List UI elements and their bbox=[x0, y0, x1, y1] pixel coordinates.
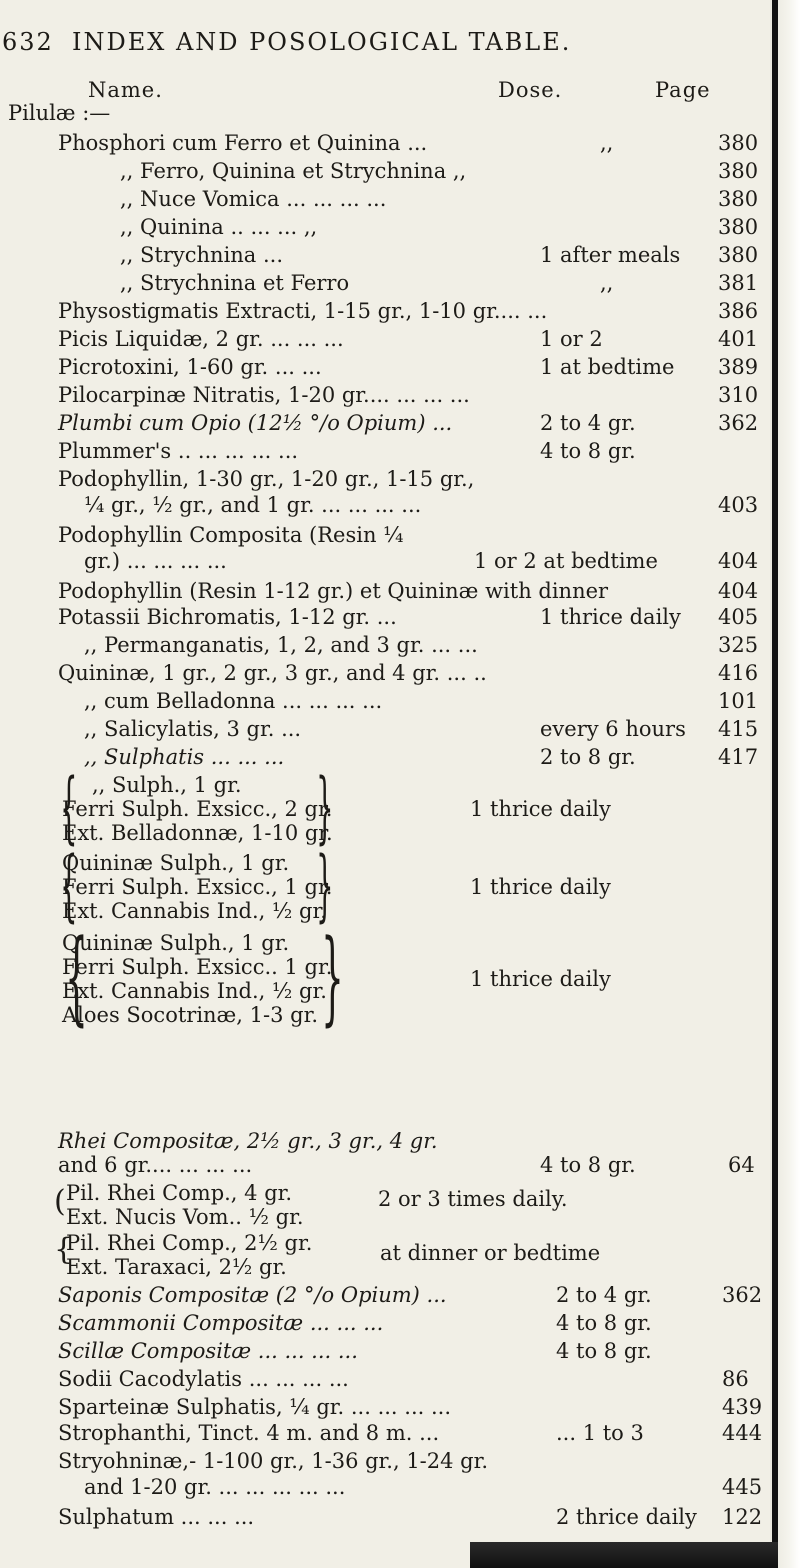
group-line: Quininæ Sulph., 1 gr. bbox=[62, 851, 290, 875]
entry-page: 325 bbox=[718, 633, 759, 657]
group-brace-right: } bbox=[316, 841, 334, 931]
entry-page: 381 bbox=[718, 271, 759, 295]
entry-name: Plummer's .. ... ... ... ... bbox=[58, 439, 299, 463]
entry-name: ,, Permanganatis, 1, 2, and 3 gr. ... ... bbox=[84, 633, 478, 657]
brace-pil2: { bbox=[54, 1232, 74, 1267]
entry-dose: every 6 hours bbox=[540, 717, 686, 741]
column-header-name: Name. bbox=[88, 78, 163, 102]
tail-entry-name: Scillæ Compositæ ... ... ... ... bbox=[58, 1339, 358, 1363]
group-line: ,, Sulph., 1 gr. bbox=[92, 773, 242, 797]
tail-entry-name: Sulphatum ... ... ... bbox=[58, 1505, 255, 1529]
entry-name: Phosphori cum Ferro et Quinina ... bbox=[58, 131, 428, 155]
entry-name: Physostigmatis Extracti, 1-15 gr., 1-10 gr.... ... bbox=[58, 299, 548, 323]
column-header-dose: Dose. bbox=[498, 78, 563, 102]
group-line: Ext. Belladonnæ, 1-10 gr. bbox=[62, 821, 333, 845]
entry-name: ,, Nuce Vomica ... ... ... ... bbox=[120, 187, 387, 211]
entry-page: 389 bbox=[718, 355, 759, 379]
entry-page: 405 bbox=[718, 605, 759, 629]
entry-page: 380 bbox=[718, 159, 759, 183]
tail-entry-name: and 1-20 gr. ... ... ... ... ... bbox=[84, 1475, 346, 1499]
entry-name: Podophyllin Composita (Resin ¼ bbox=[58, 523, 404, 547]
tail-entry-name: Saponis Compositæ (2 °/o Opium) ... bbox=[58, 1283, 447, 1307]
group-line: Ferri Sulph. Exsicc.. 1 gr. bbox=[62, 955, 333, 979]
tail-entry-page: 362 bbox=[722, 1283, 763, 1307]
entry-page: 310 bbox=[718, 383, 759, 407]
pil1-line2: Ext. Nucis Vom.. ½ gr. bbox=[66, 1205, 304, 1229]
tail-entry-dose: 2 to 4 gr. bbox=[556, 1283, 652, 1307]
entry-name: ,, Strychnina et Ferro bbox=[120, 271, 350, 295]
entry-name: Plumbi cum Opio (12½ °/o Opium) ... bbox=[58, 411, 453, 435]
entry-name: ,, Ferro, Quinina et Strychnina ,, bbox=[120, 159, 467, 183]
entry-name: ,, Strychnina ... bbox=[120, 243, 284, 267]
group-dose: 1 thrice daily bbox=[470, 875, 611, 899]
entry-page: 401 bbox=[718, 327, 759, 351]
tail-entry-page: 439 bbox=[722, 1395, 763, 1419]
entry-page: 403 bbox=[718, 493, 759, 517]
entry-page: 380 bbox=[718, 243, 759, 267]
group-line: Quininæ Sulph., 1 gr. bbox=[62, 931, 290, 955]
tail-entry-name: Strophanthi, Tinct. 4 m. and 8 m. ... bbox=[58, 1421, 440, 1445]
tail-entry-name: Sparteinæ Sulphatis, ¼ gr. ... ... ... ... bbox=[58, 1395, 451, 1419]
group-brace: { bbox=[65, 918, 88, 1037]
entry-page: 416 bbox=[718, 661, 759, 685]
tail-entry-page: 86 bbox=[722, 1367, 749, 1391]
tail-entry-page: 444 bbox=[722, 1421, 763, 1445]
bottom-shadow bbox=[470, 1542, 778, 1568]
entry-dose: 1 or 2 at bedtime bbox=[474, 549, 658, 573]
brace-pil1: ( bbox=[54, 1184, 66, 1219]
tail-entry-name: Stryohninæ,- 1-100 gr., 1-36 gr., 1-24 gr. bbox=[58, 1449, 489, 1473]
entry-dose: 1 at bedtime bbox=[540, 355, 675, 379]
entry-page: 380 bbox=[718, 215, 759, 239]
entry-page: 386 bbox=[718, 299, 759, 323]
entry-name: Potassii Bichromatis, 1-12 gr. ... bbox=[58, 605, 397, 629]
entry-name: ,, Salicylatis, 3 gr. ... bbox=[84, 717, 302, 741]
tail-entry-name: Scammonii Compositæ ... ... ... bbox=[58, 1311, 384, 1335]
entry-page: 415 bbox=[718, 717, 759, 741]
pil2-line2: Ext. Taraxaci, 2½ gr. bbox=[66, 1255, 287, 1279]
section-heading: Pilulæ :— bbox=[8, 101, 111, 125]
group-dose: 1 thrice daily bbox=[470, 797, 611, 821]
entry-name: ¼ gr., ½ gr., and 1 gr. ... ... ... ... bbox=[84, 493, 422, 517]
entry-page: 417 bbox=[718, 745, 759, 769]
entry-dose: 2 to 8 gr. bbox=[540, 745, 636, 769]
rhei-line2: and 6 gr.... ... ... ... bbox=[58, 1153, 253, 1177]
entry-dose: 1 or 2 bbox=[540, 327, 603, 351]
tail-entry-page: 445 bbox=[722, 1475, 763, 1499]
pil2-dose: at dinner or bedtime bbox=[380, 1241, 601, 1265]
entry-name: Podophyllin (Resin 1-12 gr.) et Quininæ with dinner bbox=[58, 579, 609, 603]
entry-page: 404 bbox=[718, 549, 759, 573]
entry-name: ,, Quinina .. ... ... ,, bbox=[120, 215, 318, 239]
group-line: Aloes Socotrinæ, 1-3 gr. bbox=[62, 1003, 318, 1027]
pil2-line1: Pil. Rhei Comp., 2½ gr. bbox=[66, 1231, 313, 1255]
entry-name: ,, Sulphatis ... ... ... bbox=[84, 745, 285, 769]
group-line: Ferri Sulph. Exsicc., 2 gr. bbox=[62, 797, 333, 821]
entry-dose: 1 thrice daily bbox=[540, 605, 681, 629]
group-brace: { bbox=[60, 763, 78, 853]
page-number: 632 bbox=[2, 28, 54, 56]
tail-entry-name: Sodii Cacodylatis ... ... ... ... bbox=[58, 1367, 349, 1391]
entry-name: Podophyllin, 1-30 gr., 1-20 gr., 1-15 gr., bbox=[58, 467, 475, 491]
entry-name: Picrotoxini, 1-60 gr. ... ... bbox=[58, 355, 322, 379]
entry-dose: 2 to 4 gr. bbox=[540, 411, 636, 435]
entry-page: 404 bbox=[718, 579, 759, 603]
pil1-dose: 2 or 3 times daily. bbox=[378, 1187, 568, 1211]
group-brace-right: } bbox=[316, 763, 334, 853]
tail-entry-dose: 4 to 8 gr. bbox=[556, 1311, 652, 1335]
entry-name: Quininæ, 1 gr., 2 gr., 3 gr., and 4 gr. ... .. bbox=[58, 661, 487, 685]
group-line: Ext. Cannabis Ind., ½ gr. bbox=[62, 899, 327, 923]
entry-dose: ,, bbox=[600, 131, 614, 155]
entry-name: gr.) ... ... ... ... bbox=[84, 549, 227, 573]
tail-entry-page: 122 bbox=[722, 1505, 763, 1529]
entry-page: 380 bbox=[718, 131, 759, 155]
entry-dose: 1 after meals bbox=[540, 243, 681, 267]
group-brace-right: } bbox=[321, 918, 344, 1037]
entry-name: Pilocarpinæ Nitratis, 1-20 gr.... ... ... ... bbox=[58, 383, 470, 407]
tail-entry-dose: 2 thrice daily bbox=[556, 1505, 697, 1529]
rhei-dose: 4 to 8 gr. bbox=[540, 1153, 636, 1177]
pil1-line1: Pil. Rhei Comp., 4 gr. bbox=[66, 1181, 293, 1205]
rhei-line1: Rhei Compositæ, 2½ gr., 3 gr., 4 gr. bbox=[58, 1129, 438, 1153]
entry-dose: ,, bbox=[600, 271, 614, 295]
column-header-page: Page bbox=[655, 78, 711, 102]
page-title: INDEX AND POSOLOGICAL TABLE. bbox=[72, 28, 572, 56]
tail-entry-dose: ... 1 to 3 bbox=[556, 1421, 644, 1445]
entry-page: 362 bbox=[718, 411, 759, 435]
entry-page: 101 bbox=[718, 689, 759, 713]
group-line: Ferri Sulph. Exsicc., 1 gr. bbox=[62, 875, 333, 899]
group-line: Ext. Cannabis Ind., ½ gr. bbox=[62, 979, 327, 1003]
tail-entry-dose: 4 to 8 gr. bbox=[556, 1339, 652, 1363]
group-dose: 1 thrice daily bbox=[470, 967, 611, 991]
entry-name: Picis Liquidæ, 2 gr. ... ... ... bbox=[58, 327, 344, 351]
entry-page: 380 bbox=[718, 187, 759, 211]
group-brace: { bbox=[60, 841, 78, 931]
rhei-page: 64 bbox=[728, 1153, 755, 1177]
entry-name: ,, cum Belladonna ... ... ... ... bbox=[84, 689, 383, 713]
entry-dose: 4 to 8 gr. bbox=[540, 439, 636, 463]
